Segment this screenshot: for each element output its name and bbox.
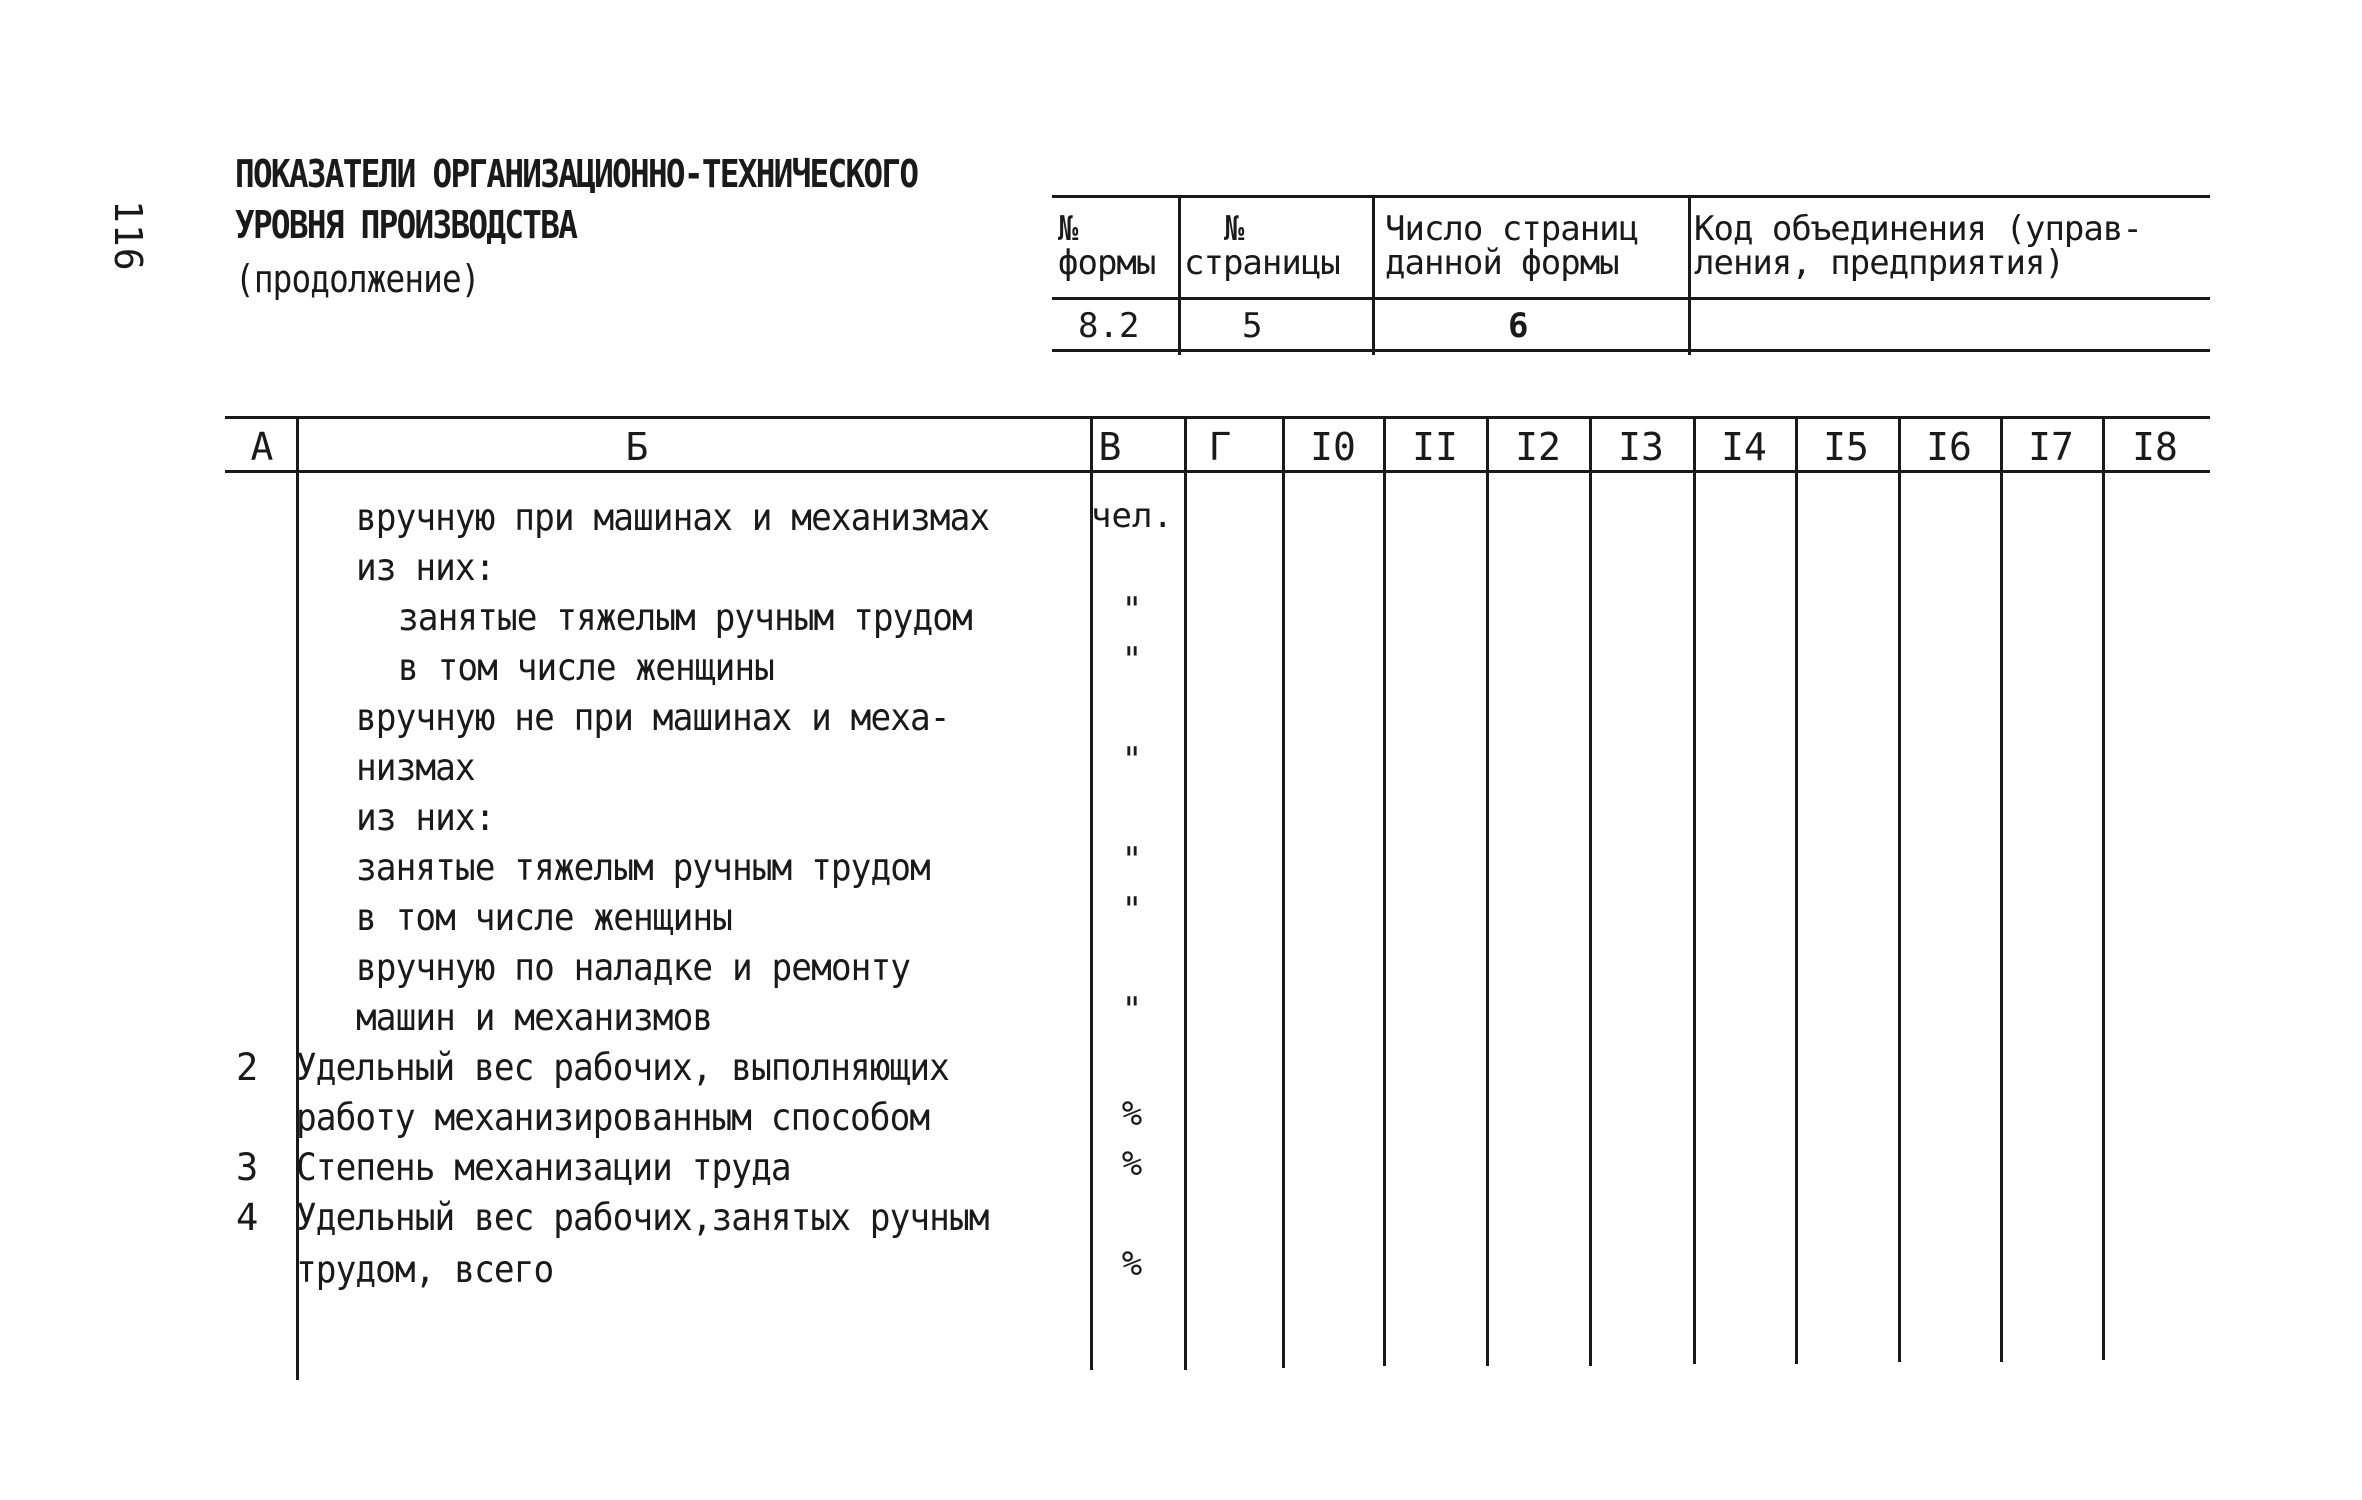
column-header-17: I7 bbox=[2028, 425, 2074, 469]
unit-cell: " bbox=[1121, 590, 1143, 630]
unit-cell: чел. bbox=[1091, 496, 1173, 536]
page-number-header: № страницы bbox=[1184, 209, 1340, 283]
column-header-g: Г bbox=[1208, 425, 1232, 469]
form-number-value: 8.2 bbox=[1078, 306, 1140, 346]
unit-cell: % bbox=[1121, 1144, 1143, 1184]
unit-cell: % bbox=[1121, 1244, 1143, 1284]
table-row-text: Удельный вес рабочих, выполняющих bbox=[296, 1046, 949, 1089]
table-row-text: машин и механизмов bbox=[356, 996, 713, 1039]
column-header-v: В bbox=[1098, 425, 1122, 469]
column-header-14: I4 bbox=[1721, 425, 1767, 469]
unit-cell: " bbox=[1121, 640, 1143, 680]
page-number: 116 bbox=[106, 200, 150, 272]
table-row-text: работу механизированным способом bbox=[296, 1096, 930, 1139]
unit-cell: % bbox=[1121, 1094, 1143, 1134]
row-number: 4 bbox=[236, 1196, 259, 1239]
table-row-text: Степень механизации труда bbox=[296, 1146, 791, 1189]
unit-cell: " bbox=[1121, 840, 1143, 880]
page-count-value: 6 bbox=[1508, 306, 1529, 346]
table-row-text: занятые тяжелым ручным трудом bbox=[356, 846, 930, 889]
document-title-continuation: (продолжение) bbox=[235, 257, 480, 301]
column-header-11: II bbox=[1412, 425, 1458, 469]
page-count-header: Число страниц данной формы bbox=[1385, 209, 1639, 283]
column-header-10: I0 bbox=[1310, 425, 1356, 469]
table-row-text: низмах bbox=[356, 746, 475, 789]
table-row-text: вручную по наладке и ремонту bbox=[356, 946, 911, 989]
column-header-18: I8 bbox=[2132, 425, 2178, 469]
page-number-value: 5 bbox=[1242, 306, 1263, 346]
row-number: 3 bbox=[236, 1146, 259, 1189]
table-row-text: занятые тяжелым ручным трудом bbox=[398, 596, 972, 639]
unit-cell: " bbox=[1121, 740, 1143, 780]
document-title-line-1: ПОКАЗАТЕЛИ ОРГАНИЗАЦИОННО-ТЕХНИЧЕСКОГО bbox=[235, 152, 918, 196]
unit-cell: " bbox=[1121, 890, 1143, 930]
column-header-12: I2 bbox=[1515, 425, 1561, 469]
form-number-header: № формы bbox=[1058, 209, 1156, 283]
column-header-15: I5 bbox=[1823, 425, 1869, 469]
unit-cell: " bbox=[1121, 990, 1143, 1030]
table-row-text: из них: bbox=[356, 796, 495, 839]
column-header-13: I3 bbox=[1618, 425, 1664, 469]
table-row-text: вручную не при машинах и меха- bbox=[356, 696, 950, 739]
table-row-text: Удельный вес рабочих,занятых ручным bbox=[296, 1196, 989, 1239]
document-title-line-2: УРОВНЯ ПРОИЗВОДСТВА bbox=[235, 203, 577, 247]
table-row-text: в том числе женщины bbox=[356, 896, 732, 939]
table-row-text: из них: bbox=[356, 546, 495, 589]
column-header-b: Б bbox=[625, 425, 649, 469]
column-header-a: А bbox=[250, 425, 274, 469]
column-header-16: I6 bbox=[1926, 425, 1972, 469]
table-row-text: в том числе женщины bbox=[398, 646, 774, 689]
row-number: 2 bbox=[236, 1046, 259, 1089]
table-row-text: вручную при машинах и механизмах bbox=[356, 496, 990, 539]
table-row-text: трудом, всего bbox=[296, 1248, 554, 1291]
org-code-header: Код объединения (управ- ления, предприятия) bbox=[1694, 209, 2142, 283]
